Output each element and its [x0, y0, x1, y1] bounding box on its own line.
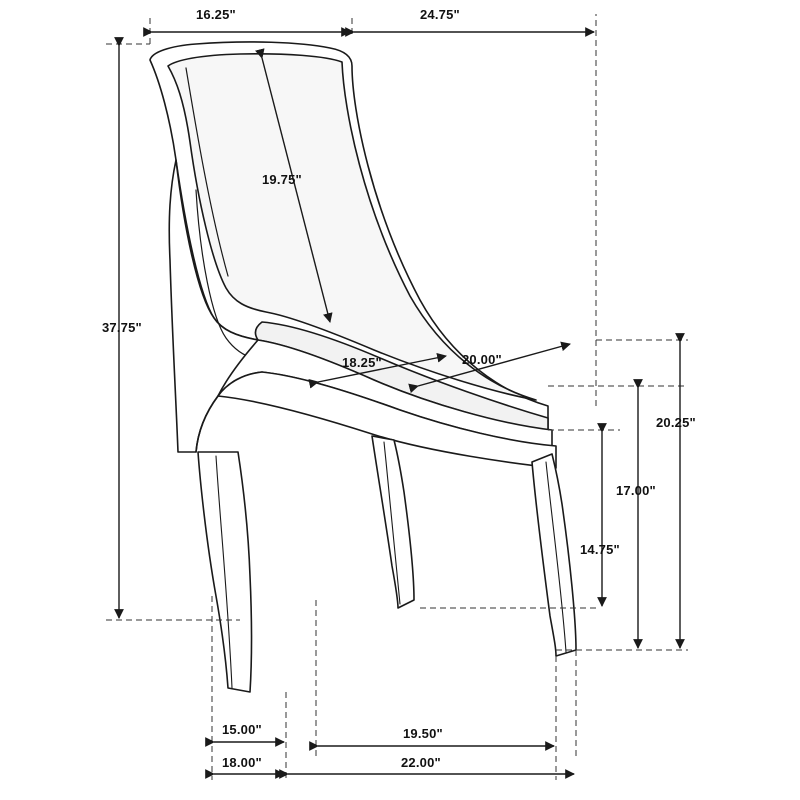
- dimension-label-seat-back-height: 17.00": [616, 483, 656, 498]
- dimension-label-top-right-width: 24.75": [420, 7, 460, 22]
- dimension-label-leg-depth-bottom: 19.50": [403, 726, 443, 741]
- dimension-label-back-diagonal: 19.75": [262, 172, 302, 187]
- dimension-label-seat-depth: 18.25": [342, 355, 382, 370]
- dimension-label-seat-height: 14.75": [580, 542, 620, 557]
- dimension-label-arm-height: 20.25": [656, 415, 696, 430]
- dimension-label-overall-height: 37.75": [102, 320, 142, 335]
- dimension-label-seat-width: 20.00": [462, 352, 502, 367]
- dimension-label-front-leg-offset: 15.00": [222, 722, 262, 737]
- dimension-label-base-depth: 18.00": [222, 755, 262, 770]
- chair-back-right-leg: [532, 454, 576, 656]
- dimension-label-top-left-width: 16.25": [196, 7, 236, 22]
- chair-center-leg: [372, 436, 414, 608]
- dimension-label-overall-depth: 22.00": [401, 755, 441, 770]
